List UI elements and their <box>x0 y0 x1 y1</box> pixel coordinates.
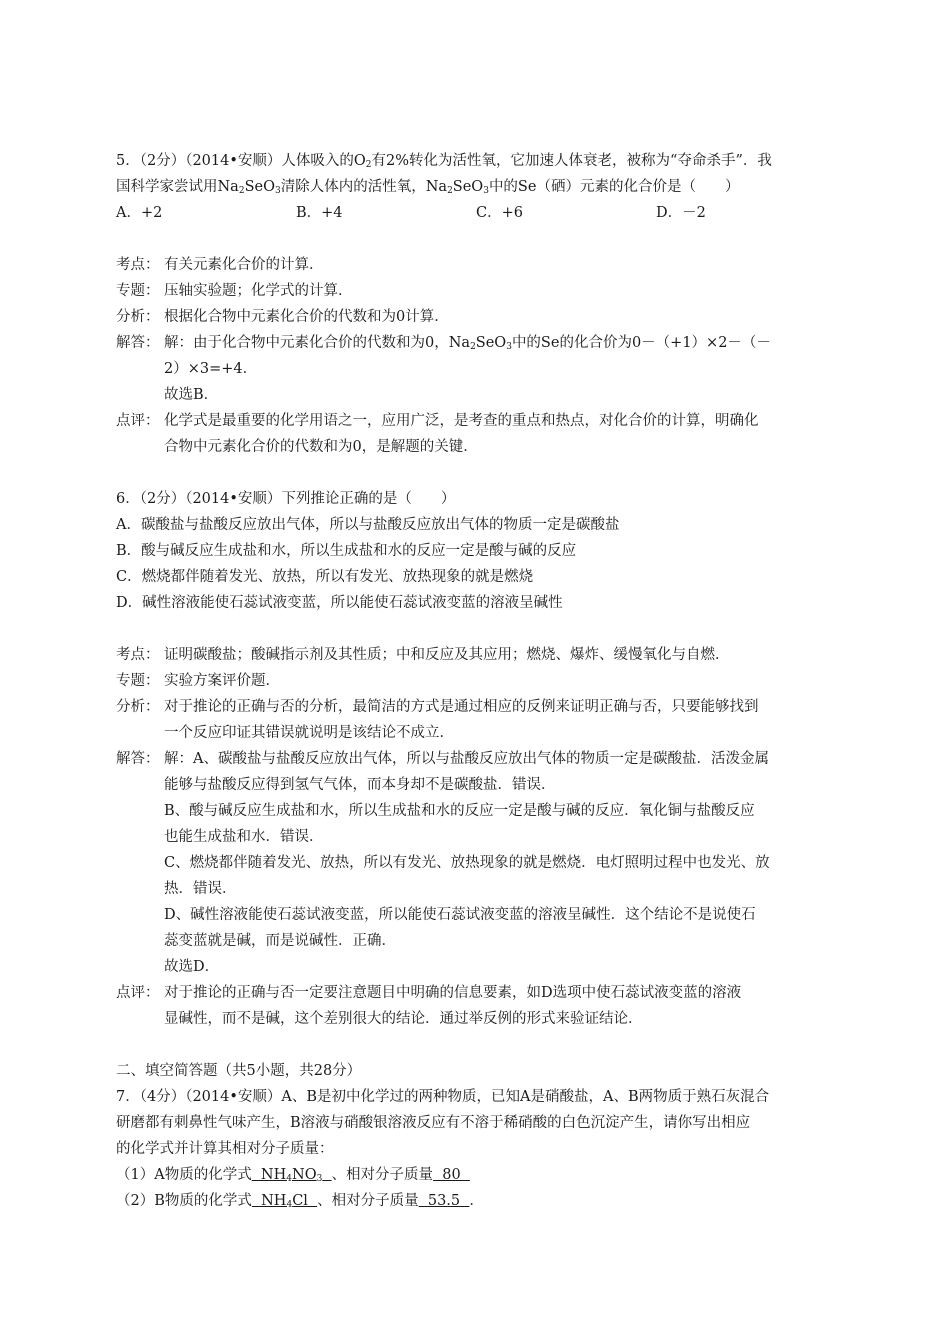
q6-option-b: B．酸与碱反应生成盐和水，所以生成盐和水的反应一定是酸与碱的反应 <box>116 543 577 559</box>
question-5 <box>116 148 846 460</box>
q7-stem-line-2: 研磨都有刺鼻性气味产生，B溶液与硝酸银溶液反应有不溶于稀硝酸的白色沉淀产生，请你写出相应 <box>116 1115 751 1131</box>
q6-fenxi-line-2: 一个反应印证其错误就说明是该结论不成立． <box>164 725 454 741</box>
q6-option-c: C．燃烧都伴随着发光、放热，所以有发光、放热现象的就是燃烧 <box>116 569 534 585</box>
q5-jieda: 解答： 解：由于化合物中元素化合价的代数和为0，$Na_2SeO_3$中的Se的化合价为0－（+1）×2－（－ <box>116 335 771 352</box>
q6-jieda-line: 热．错误． <box>164 881 237 897</box>
q6-zhuanti: 专题： 实验方案评价题． <box>116 673 280 689</box>
q6-jieda-line: 蕊变蓝就是碱，而是说碱性．正确． <box>164 933 396 949</box>
q5-option-a: A．+2 <box>116 205 163 221</box>
q6-jieda-line: C、燃烧都伴随着发光、放热，所以有发光、放热现象的就是燃烧．电灯照明过程中也发光、放 <box>164 855 770 871</box>
q6-option-d: D．碱性溶液能使石蕊试液变蓝，所以能使石蕊试液变蓝的溶液呈碱性 <box>116 595 563 611</box>
q5-option-b: B．+4 <box>296 205 343 221</box>
document-page <box>116 148 846 1214</box>
q6-jieda-line: B、酸与碱反应生成盐和水，所以生成盐和水的反应一定是酸与碱的反应．氧化铜与盐酸反应 <box>164 803 755 819</box>
q5-stem-line-2: 国科学家尝试用$Na_2SeO_3$清除人体内的活性氧，$Na_2SeO_3$中的Se（硒）元素的化合价是（ ） <box>116 179 740 196</box>
question-7 <box>116 1084 846 1214</box>
q7-part-2-mass-answer: 53.5 <box>418 1193 470 1209</box>
q6-jieda-answer: 故选D． <box>164 959 220 975</box>
q5-stem-line-1: 5．（2分）（2014•安顺）人体吸入的$O_2$有2%转化为活性氧，它加速人体衰老，被称为“夺命杀手”．我 <box>116 153 772 170</box>
q6-dianping: 点评： 对于推论的正确与否一定要注意题目中明确的信息要素，如D选项中使石蕊试液变蓝的溶液 <box>116 985 742 1001</box>
q7-part-2: （2）B物质的化学式 $NH_4Cl$ 、相对分子质量 53.5 ． <box>116 1193 484 1210</box>
q5-kaodian: 考点： 有关元素化合价的计算． <box>116 257 324 273</box>
q7-part-1-formula-answer: $NH_4NO_3$ <box>251 1167 323 1184</box>
q6-fenxi: 分析： 对于推论的正确与否的分析，最简洁的方式是通过相应的反例来证明正确与否，只要能够找到 <box>116 699 759 715</box>
q7-part-1-mass-answer: 80 <box>433 1167 470 1183</box>
q5-dianping: 点评： 化学式是最重要的化学用语之一，应用广泛，是考查的重点和热点，对化合价的计算，明确化 <box>116 413 759 429</box>
q7-stem-line-3: 的化学式并计算其相对分子质量： <box>116 1141 334 1157</box>
q6-jieda-line: 能够与盐酸反应得到氢气气体，而本身却不是碳酸盐．错误． <box>164 777 556 793</box>
q6-option-a: A．碳酸盐与盐酸反应放出气体，所以与盐酸反应放出气体的物质一定是碳酸盐 <box>116 517 620 533</box>
q6-dianping-line-2: 显碱性，而不是碱，这个差别很大的结论．通过举反例的形式来验证结论． <box>164 1011 643 1027</box>
q5-zhuanti: 专题： 压轴实验题；化学式的计算． <box>116 283 353 299</box>
q5-option-d: D．－2 <box>656 205 706 221</box>
q5-fenxi: 分析： 根据化合物中元素化合价的代数和为0计算． <box>116 309 449 325</box>
section-2-title: 二、填空简答题（共5小题，共28分） <box>116 1063 362 1079</box>
q5-dianping-line-2: 合物中元素化合价的代数和为0，是解题的关键． <box>164 439 478 455</box>
q5-options <box>116 200 846 226</box>
q7-part-1: （1）A物质的化学式 $NH_4NO_3$ 、相对分子质量 80 <box>116 1167 470 1184</box>
q6-kaodian: 考点： 证明碳酸盐；酸碱指示剂及其性质；中和反应及其应用；燃烧、爆炸、缓慢氧化与自燃． <box>116 647 730 663</box>
q5-option-c: C．+6 <box>476 205 523 221</box>
q6-jieda-line: 也能生成盐和水．错误． <box>164 829 324 845</box>
q5-jieda-line-2: 2）×3=+4． <box>164 361 258 377</box>
q6-jieda: 解答： 解：A、碳酸盐与盐酸反应放出气体，所以与盐酸反应放出气体的物质一定是碳酸盐．活泼金属 <box>116 751 769 767</box>
q7-part-2-formula-answer: $NH_4Cl$ <box>251 1193 318 1210</box>
q6-jieda-line: D、碱性溶液能使石蕊试液变蓝，所以能使石蕊试液变蓝的溶液呈碱性．这个结论不是说使石 <box>164 907 756 923</box>
q6-stem: 6．（2分）（2014•安顺）下列推论正确的是（ ） <box>116 491 456 507</box>
q7-stem-line-1: 7．（4分）（2014•安顺）A、B是初中化学过的两种物质，已知A是硝酸盐，A、B两物质于熟石灰混合 <box>116 1089 770 1105</box>
question-6 <box>116 486 846 1032</box>
q5-jieda-answer: 故选B． <box>164 387 219 403</box>
